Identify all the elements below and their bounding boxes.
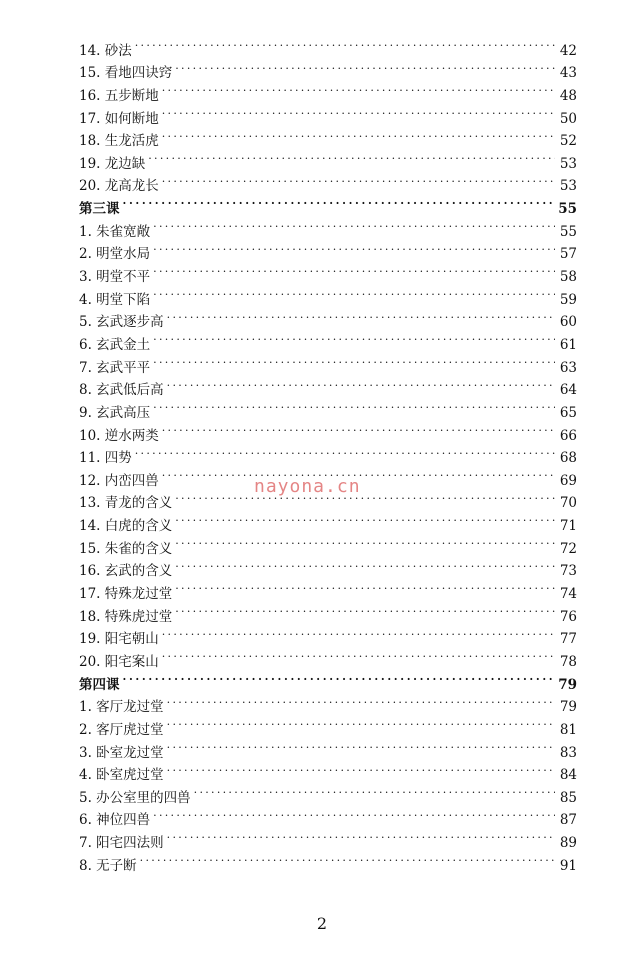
toc-entry — [79, 824, 577, 852]
toc-entry-label: 8. 无子断 — [79, 857, 137, 874]
toc-entry-page: 84 — [559, 767, 577, 784]
dot-leader — [153, 258, 555, 281]
toc-entry-page: 76 — [559, 608, 577, 625]
dot-leader — [167, 304, 555, 327]
toc-entry-page: 77 — [559, 631, 577, 648]
toc-entry-label: 1. 客厅龙过堂 — [79, 699, 164, 716]
toc-entry-label: 20. 阳宅案山 — [79, 653, 159, 670]
toc-entry-page: 64 — [559, 382, 577, 399]
dot-leader — [153, 326, 555, 349]
toc-entry-page: 79 — [558, 676, 577, 693]
toc-entry-page: 70 — [559, 495, 577, 512]
toc-entry — [79, 440, 577, 467]
toc-entry — [79, 326, 577, 353]
toc-entry-label: 3. 明堂不平 — [79, 269, 151, 286]
toc-entry-label: 19. 阳宅朝山 — [79, 631, 159, 648]
toc-entry-label: 18. 特殊虎过堂 — [79, 608, 173, 625]
toc-entry-page: 91 — [559, 857, 577, 874]
dot-leader — [167, 711, 555, 734]
dot-leader — [135, 32, 555, 55]
toc-entry-page: 72 — [559, 540, 577, 557]
dot-leader — [153, 349, 555, 372]
toc-entry-label: 15. 朱雀的含义 — [79, 540, 173, 557]
toc-entry-label: 5. 办公室里的四兽 — [79, 789, 191, 806]
toc-entry-label: 14. 砂法 — [79, 42, 132, 59]
toc-entry-page: 42 — [559, 42, 577, 59]
dot-leader — [175, 485, 555, 508]
toc-entry-page: 61 — [559, 336, 577, 353]
dot-leader — [123, 190, 555, 213]
toc-entry-label: 2. 客厅虎过堂 — [79, 721, 164, 738]
toc-entry-label: 15. 看地四诀窍 — [79, 65, 173, 82]
toc-section-heading — [79, 190, 577, 218]
toc-entry-page: 43 — [559, 65, 577, 82]
toc-entry-label: 5. 玄武逐步高 — [79, 314, 164, 331]
toc-entry-label: 7. 阳宅四法则 — [79, 835, 164, 852]
toc-entry-label: 4. 明堂下陷 — [79, 291, 151, 308]
toc-entry — [79, 213, 577, 240]
toc-entry-page: 48 — [559, 87, 577, 104]
dot-leader — [162, 643, 555, 666]
toc-entry-page: 74 — [559, 586, 577, 603]
toc-entry-page: 55 — [559, 223, 577, 240]
toc-entry-page: 71 — [559, 518, 577, 535]
toc-entry-label: 16. 五步断地 — [79, 87, 159, 104]
toc-entry-label: 1. 朱雀宽敞 — [79, 223, 151, 240]
toc-entry-label: 10. 逆水两类 — [79, 427, 159, 444]
toc-entry-label: 6. 玄武金土 — [79, 336, 151, 353]
dot-leader — [123, 666, 555, 689]
toc-entry-page: 79 — [559, 699, 577, 716]
dot-leader — [175, 55, 555, 78]
toc-entry-page: 57 — [559, 246, 577, 263]
toc-entry-page: 81 — [559, 721, 577, 738]
toc-entry-label: 2. 明堂水局 — [79, 246, 151, 263]
dot-leader — [162, 100, 555, 123]
dot-leader — [153, 802, 555, 825]
dot-leader — [175, 553, 555, 576]
toc-entry — [79, 304, 577, 331]
toc-entry-label: 11. 四势 — [79, 450, 132, 467]
toc-entry-label: 12. 内峦四兽 — [79, 472, 159, 489]
toc-entry — [79, 168, 577, 195]
dot-leader — [153, 394, 555, 417]
toc-entry-page: 55 — [558, 201, 577, 218]
dot-leader — [175, 598, 555, 621]
toc-entry-page: 89 — [559, 835, 577, 852]
dot-leader — [153, 281, 555, 304]
dot-leader — [167, 757, 555, 780]
dot-leader — [148, 145, 555, 168]
dot-leader — [162, 168, 555, 191]
toc-entry-label: 20. 龙高龙长 — [79, 178, 159, 195]
toc-entry-label: 8. 玄武低后高 — [79, 382, 164, 399]
toc-entry-label: 17. 如何断地 — [79, 110, 159, 127]
dot-leader — [162, 77, 555, 100]
toc-entry-label: 6. 神位四兽 — [79, 812, 151, 829]
toc-entry-page: 53 — [559, 155, 577, 172]
toc-entry — [79, 349, 577, 376]
toc-entry — [79, 417, 577, 444]
toc-entry — [79, 258, 577, 286]
dot-leader — [162, 621, 555, 644]
toc-entry-page: 58 — [559, 269, 577, 286]
dot-leader — [153, 236, 555, 259]
dot-leader — [162, 123, 555, 146]
toc-entry-page: 59 — [559, 291, 577, 308]
toc-entry-page: 87 — [559, 812, 577, 829]
toc-entry-label: 19. 龙边缺 — [79, 155, 146, 172]
toc-entry — [79, 145, 577, 172]
toc-entry-page: 63 — [559, 359, 577, 376]
toc-entry-label: 7. 玄武平平 — [79, 359, 151, 376]
watermark-text: nayona.cn — [254, 476, 361, 497]
toc-entry-label: 3. 卧室龙过堂 — [79, 744, 164, 761]
toc-entry — [79, 236, 577, 263]
dot-leader — [167, 824, 555, 847]
dot-leader — [175, 575, 555, 598]
toc-entry-page: 85 — [559, 789, 577, 806]
toc-entry-page: 53 — [559, 178, 577, 195]
toc-entry — [79, 55, 577, 82]
dot-leader — [175, 530, 555, 553]
toc-entry — [79, 802, 577, 829]
table-of-contents — [79, 32, 577, 874]
dot-leader — [194, 779, 555, 802]
toc-entry-page: 66 — [559, 427, 577, 444]
toc-entry-label: 13. 青龙的含义 — [79, 495, 173, 512]
toc-entry-page: 50 — [559, 110, 577, 127]
toc-entry — [79, 689, 577, 716]
dot-leader — [140, 847, 555, 870]
toc-entry — [79, 372, 577, 399]
toc-entry-label: 第四课 — [79, 676, 120, 693]
page-number: 2 — [316, 914, 328, 933]
toc-entry-page: 65 — [559, 404, 577, 421]
toc-entry-page: 52 — [559, 133, 577, 150]
toc-entry-label: 4. 卧室虎过堂 — [79, 767, 164, 784]
dot-leader — [162, 417, 555, 440]
toc-entry-label: 9. 玄武高压 — [79, 404, 151, 421]
toc-entry-page: 78 — [559, 653, 577, 670]
toc-entry — [79, 32, 577, 59]
toc-entry — [79, 394, 577, 421]
toc-entry — [79, 281, 577, 308]
toc-entry-label: 18. 生龙活虎 — [79, 133, 159, 150]
dot-leader — [167, 689, 555, 712]
toc-entry-page: 83 — [559, 744, 577, 761]
dot-leader — [135, 440, 555, 463]
toc-entry-page: 68 — [559, 450, 577, 467]
toc-section-heading — [79, 666, 577, 693]
dot-leader — [167, 372, 555, 395]
toc-entry-label: 17. 特殊龙过堂 — [79, 586, 173, 603]
toc-entry-label: 16. 玄武的含义 — [79, 563, 173, 580]
toc-entry — [79, 847, 577, 874]
toc-entry-page: 69 — [559, 472, 577, 489]
toc-entry-page: 73 — [559, 563, 577, 580]
dot-leader — [167, 734, 555, 757]
dot-leader — [153, 213, 555, 236]
toc-entry-page: 60 — [559, 314, 577, 331]
dot-leader — [175, 507, 555, 530]
toc-entry-label: 14. 白虎的含义 — [79, 518, 173, 535]
toc-entry-label: 第三课 — [79, 201, 120, 218]
